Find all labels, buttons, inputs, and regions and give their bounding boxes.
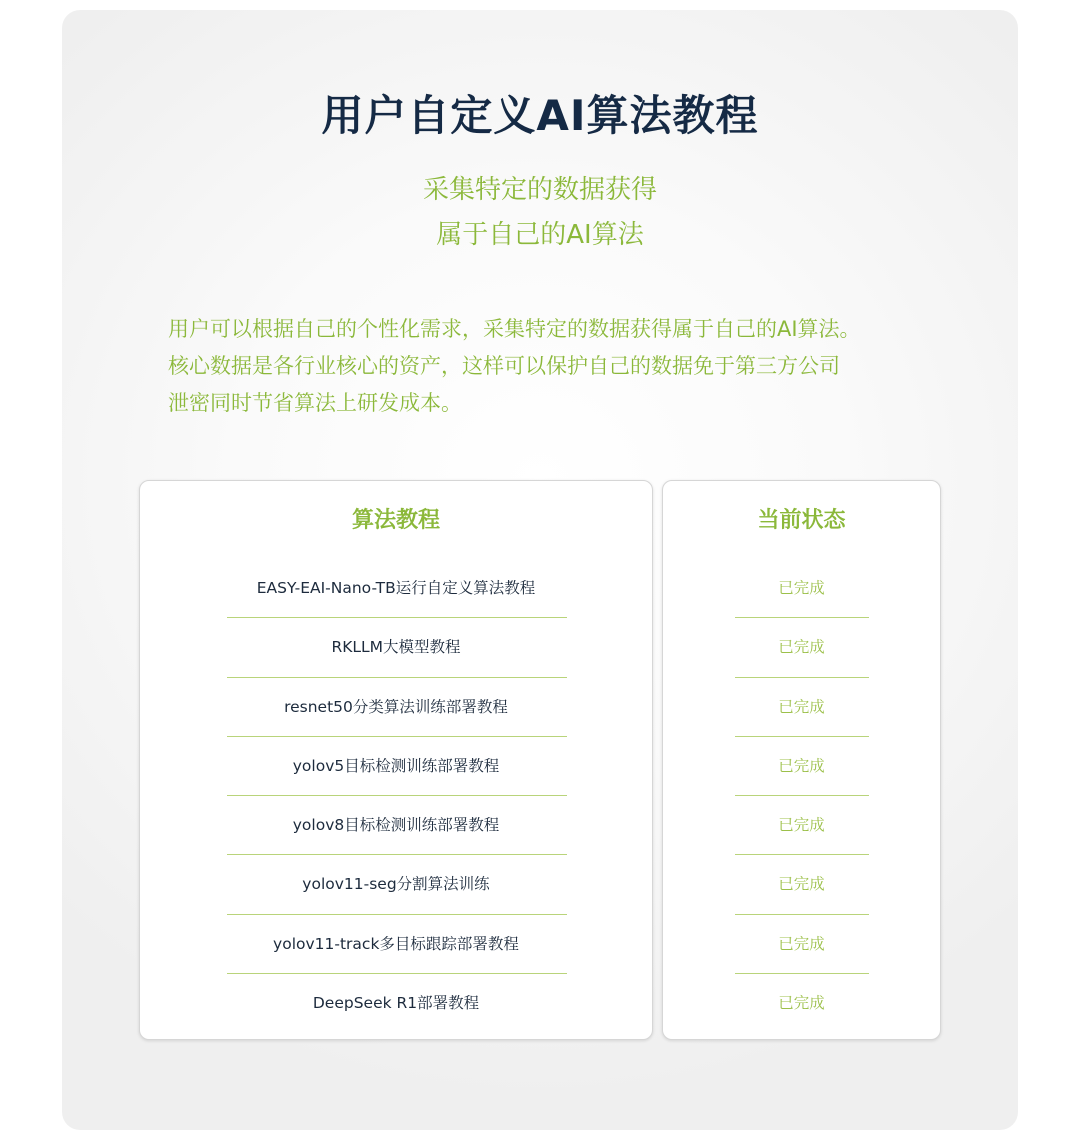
tutorial-name: yolov8目标检测训练部署教程 (292, 816, 500, 835)
status-text: 已完成 (778, 638, 825, 657)
tutorial-row (140, 974, 652, 1033)
tutorial-row (140, 618, 652, 677)
tutorial-name: EASY-EAI-Nano-TB运行自定义算法教程 (256, 579, 536, 597)
tutorial-row (140, 737, 652, 796)
status-text: 已完成 (778, 756, 825, 775)
subtitle-line-2: 属于自己的AI算法 (436, 220, 644, 250)
status-text: 已完成 (778, 875, 825, 894)
status-row (663, 855, 940, 914)
tutorial-name: yolov11-seg分割算法训练 (302, 875, 490, 894)
status-text: 已完成 (778, 934, 825, 953)
status-row (663, 678, 940, 737)
tutorial-row (140, 855, 652, 914)
status-list (663, 559, 940, 1033)
tutorial-name: resnet50分类算法训练部署教程 (284, 697, 508, 716)
status-text: 已完成 (778, 579, 825, 597)
tutorial-column-card (139, 480, 653, 1040)
status-row (663, 974, 940, 1033)
status-row (663, 796, 940, 855)
description-line-1: 用户可以根据自己的个性化需求，采集特定的数据获得属于自己的AI算法。 (168, 317, 861, 341)
tutorial-column-header: 算法教程 (351, 508, 440, 533)
subtitle-line-1: 采集特定的数据获得 (422, 175, 657, 205)
tutorial-name: DeepSeek R1部署教程 (312, 994, 480, 1013)
tutorial-name: yolov5目标检测训练部署教程 (292, 756, 500, 775)
status-row (663, 559, 940, 618)
tutorial-name: yolov11-track多目标跟踪部署教程 (273, 934, 519, 953)
status-row (663, 915, 940, 974)
tutorial-row (140, 796, 652, 855)
status-column-card (662, 480, 941, 1040)
description-line-2: 核心数据是各行业核心的资产，这样可以保护自己的数据免于第三方公司 (168, 354, 840, 378)
status-row (663, 618, 940, 677)
status-row (663, 737, 940, 796)
status-text: 已完成 (778, 697, 825, 716)
description-line-3: 泄密同时节省算法上研发成本。 (168, 391, 462, 415)
status-text: 已完成 (778, 994, 825, 1013)
tutorial-list (140, 559, 652, 1033)
tutorial-row (140, 678, 652, 737)
tutorial-row (140, 559, 652, 618)
status-column-header: 当前状态 (757, 508, 846, 533)
page-title: 用户自定义AI算法教程 (321, 91, 759, 140)
status-text: 已完成 (778, 816, 825, 835)
tutorial-name: RKLLM大模型教程 (331, 638, 461, 657)
tutorial-row (140, 915, 652, 974)
